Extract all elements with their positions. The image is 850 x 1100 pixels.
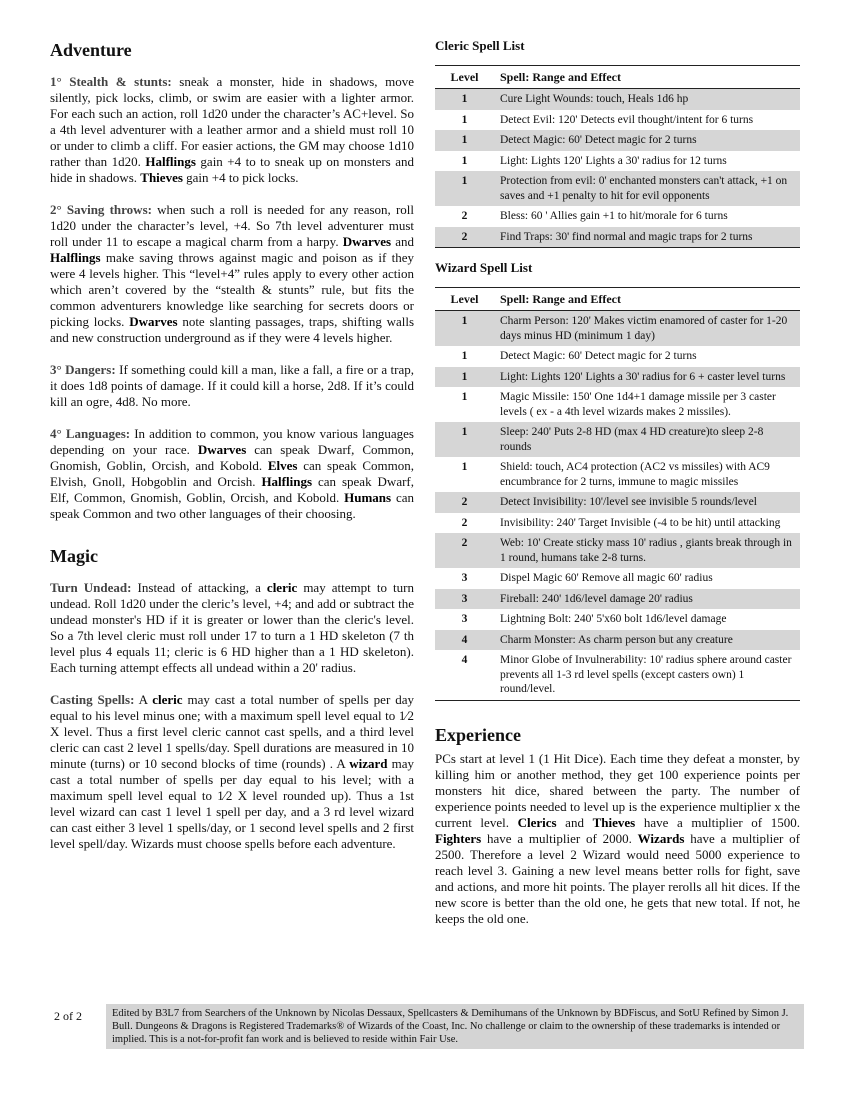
table-row <box>435 227 800 248</box>
table-row <box>435 533 800 568</box>
right-column <box>435 38 800 927</box>
spell-level-cell: 1 <box>461 113 468 126</box>
stealth-paragraph <box>50 74 414 186</box>
spell-level-cell: 1 <box>461 461 468 473</box>
casting-bold-cleric: cleric <box>152 692 183 707</box>
experience-text-4: have a multiplier of 2000. <box>481 830 638 846</box>
saving-text-3: make saving throws against magic and poison as if they were 4 levels higher. This “level+4” rules apply to every other action which aren’t covered by the “stealth & stunts” rule, but fits the common adventurers knowledge like searching for secrets doors or picking locks. <box>50 250 414 329</box>
spell-level-cell: 4 <box>435 650 494 700</box>
cleric-table-body <box>435 89 800 248</box>
spell-level-cell: 1 <box>435 171 494 206</box>
spell-level-cell: 1 <box>435 130 494 151</box>
spell-description-cell: Light: Lights 120' Lights a 30' radius for 12 turns <box>500 154 727 167</box>
table-row <box>435 110 800 131</box>
turn-undead-paragraph <box>50 580 414 676</box>
casting-text-2: may cast a total number of spells per day equal to his level minus one; with a maximum spell level equal to 1⁄2 X level. Thus a first level cleric cannot cast spells, and a third level cleric can cast 2 level 1 spells/day. Spell durations are measured in 10 minute (turns) or 10 second blocks of time (rounds) . A <box>50 692 414 771</box>
column-header-level: Level <box>435 288 494 311</box>
spell-description-cell: Detect Magic: 60' Detect magic for 2 turns <box>500 350 697 362</box>
languages-bold-humans: Humans <box>344 490 392 505</box>
table-row <box>435 206 800 227</box>
stealth-bold-halflings: Halflings <box>145 154 196 169</box>
left-column <box>50 38 414 868</box>
spell-description-cell: Web: 10' Create sticky mass 10' radius , giants break through in 1 round, humans take 2-8 turns. <box>494 533 800 568</box>
spell-level-cell: 2 <box>435 227 494 248</box>
saving-text-4: note slanting passages, traps, shifting walls and new construction underground as if they were 4 levels higher. <box>50 314 415 345</box>
table-row <box>435 650 800 700</box>
column-header-spell: Spell: Range and Effect <box>494 288 800 311</box>
experience-text-2: and <box>556 814 593 830</box>
saving-throws-paragraph <box>50 202 414 346</box>
stealth-bold-thieves: Thieves <box>140 170 183 185</box>
languages-lead: 4° Languages: <box>50 426 131 441</box>
experience-bold-thieves: Thieves <box>592 814 636 830</box>
wizard-table-body <box>435 311 800 701</box>
spell-level-cell: 1 <box>435 367 494 388</box>
languages-text: In addition to common, you know various languages depending on your race. <box>50 426 414 457</box>
experience-text-5: have a multiplier of 2500. Therefore a level 2 Wizard would need 5000 experience to reach level 3. Gaining a new level means better rolls for fight, save and actions, and more hit points. The player rerolls all hit dices. If the new score is better than the old one, he gets that new total. If not, he keeps the old one. <box>435 830 800 926</box>
table-row <box>435 171 800 206</box>
dangers-paragraph <box>50 362 414 410</box>
table-row <box>435 630 800 651</box>
spell-description-cell: Detect Invisibility: 10'/level see invisible 5 rounds/level <box>494 492 800 513</box>
turn-undead-text: Instead of attacking, a <box>131 580 267 595</box>
table-row <box>435 568 800 589</box>
casting-text-3: may cast a total number of spells per day equal to his level; with a maximum spell level equal to 1⁄2 X level rounded up). Thus a 1st level wizard can cast 1 level 1 spell per day, and a 3 rd level wizard can cast either 3 level 1 spells/day, or 1 second level spells and 2 first level spell/day. Wizards must choose spells before each adventure. <box>50 756 414 851</box>
footer-credits: Edited by B3L7 from Searchers of the Unknown by Nicolas Dessaux, Spellcasters & Demihumans of the Unknown by BDFiscus, and SotU Refined by Simon J. Bull. Dungeons & Dragons is Registered Trademarks® of Wizards of the Coast, Inc. No challenge or claim to the ownership of these trademarks is intended or implied. This is a not-for-profit fan work and is believed to reside within Fair Use. <box>106 1004 804 1049</box>
experience-bold-wizards: Wizards <box>637 830 685 846</box>
magic-heading: Magic <box>50 546 98 566</box>
spell-level-cell: 1 <box>461 391 468 403</box>
experience-text: PCs start at level 1 (1 Hit Dice). Each time they defeat a monster, by killing him or another method, they get 100 experience points per monsters hit dice, shared between the party. The number of experience points needed to level up is the experience multiplier x the current level. <box>435 750 800 830</box>
table-row <box>435 311 800 347</box>
dangers-lead: 3° Dangers: <box>50 362 116 377</box>
dangers-text: If something could kill a man, like a fall, a fire or a trap, it does 1d8 points of damage. If it could kill a horse, 2d8. If it’s could kill an ogre, 4d8. No more. <box>50 362 414 409</box>
saving-bold-halflings: Halflings <box>50 250 101 265</box>
spell-description-cell: Minor Globe of Invulnerability: 10' radius sphere around caster prevents all 1-3 rd level spells (except casters own) 1 round/level. <box>494 650 800 700</box>
table-row <box>435 89 800 110</box>
spell-description-cell: Fireball: 240' 1d6/level damage 20' radius <box>494 589 800 610</box>
spell-level-cell: 2 <box>435 533 494 568</box>
spell-description-cell: Bless: 60 ' Allies gain +1 to hit/morale for 6 turns <box>500 210 728 222</box>
spell-level-cell: 1 <box>435 422 494 457</box>
spell-description-cell: Invisibility: 240' Target Invisible (-4 to be hit) until attacking <box>500 516 781 529</box>
cleric-spell-table <box>435 65 800 248</box>
column-header-spell: Spell: Range and Effect <box>494 66 800 89</box>
table-row <box>435 346 800 367</box>
experience-heading: Experience <box>435 724 521 745</box>
turn-undead-lead: Turn Undead: <box>50 580 132 595</box>
column-header-level: Level <box>435 66 494 89</box>
table-row <box>435 387 800 422</box>
spell-level-cell: 2 <box>461 210 468 222</box>
turn-undead-text-2: may attempt to turn undead. Roll 1d20 under the cleric’s level, +4; and add or subtract the undead monster's HD if it is greater or lower than the cleric's level. So a 7th level cleric must roll under 17 to turn a 1 HD skeleton (7 th level plus 4 equals 11; cleric is 6 HD higher than a 1 HD skeleton). Each turning attempt effects all undead within a 20' radius. <box>50 580 414 675</box>
wizard-spell-list-title: Wizard Spell List <box>435 260 533 275</box>
casting-lead: Casting Spells: <box>50 692 135 707</box>
casting-text: A <box>134 692 153 707</box>
experience-text-3: have a multiplier of 1500. <box>635 814 800 830</box>
cleric-spell-list-title: Cleric Spell List <box>435 38 525 53</box>
table-row <box>435 589 800 610</box>
table-row <box>435 130 800 151</box>
languages-bold-dwarves: Dwarves <box>197 442 247 457</box>
spell-description-cell: Charm Person: 120' Makes victim enamored of caster for 1-20 days minus HD (minimum 1 day) <box>494 311 800 347</box>
spell-description-cell: Charm Monster: As charm person but any creature <box>494 630 800 651</box>
experience-paragraph <box>435 751 800 927</box>
saving-text-2: and <box>391 234 414 249</box>
table-row <box>435 492 800 513</box>
table-row <box>435 422 800 457</box>
languages-bold-halflings: Halflings <box>261 474 313 489</box>
saving-lead: 2° Saving throws: <box>50 202 152 217</box>
spell-description-cell: Sleep: 240' Puts 2-8 HD (max 4 HD creature)to sleep 2-8 rounds <box>494 422 800 457</box>
turn-undead-bold-cleric: cleric <box>266 580 298 595</box>
spell-description-cell: Detect Evil: 120' Detects evil thought/intent for 6 turns <box>500 113 754 126</box>
wizard-spell-table <box>435 287 800 701</box>
spell-description-cell: Magic Missile: 150' One 1d4+1 damage missile per 3 caster levels ( ex - a 4th level wizards makes 2 missiles). <box>500 391 776 418</box>
spell-level-cell: 1 <box>461 350 468 362</box>
stealth-text-2: gain +4 to to sneak up on monsters and hide in shadows. <box>50 154 414 185</box>
page-number: 2 of 2 <box>54 1009 82 1023</box>
spell-level-cell: 3 <box>461 613 468 625</box>
table-row <box>435 367 800 388</box>
languages-text-5: can speak Common and two other languages of their choosing. <box>50 490 414 521</box>
languages-text-4: can speak Dwarf, Elf, Common, Gnomish, Goblin, Orcish, and Kobold. <box>50 474 414 505</box>
spell-level-cell: 1 <box>461 154 468 167</box>
casting-bold-wizard: wizard <box>349 756 388 771</box>
stealth-lead: 1° Stealth & stunts: <box>50 74 172 89</box>
spell-description-cell: Cure Light Wounds: touch, Heals 1d6 hp <box>494 89 800 110</box>
casting-spells-paragraph <box>50 692 414 852</box>
spell-description-cell: Light: Lights 120' Lights a 30' radius for 6 + caster level turns <box>494 367 800 388</box>
spell-level-cell: 2 <box>461 516 468 529</box>
spell-description-cell: Find Traps: 30' find normal and magic traps for 2 turns <box>494 227 800 248</box>
table-row <box>435 609 800 630</box>
spell-description-cell: Detect Magic: 60' Detect magic for 2 turns <box>494 130 800 151</box>
table-row <box>435 457 800 492</box>
spell-description-cell: Dispel Magic 60' Remove all magic 60' radius <box>500 572 713 584</box>
table-header-row <box>435 66 800 89</box>
spell-level-cell: 1 <box>435 311 494 347</box>
adventure-heading: Adventure <box>50 40 132 60</box>
languages-text-3: can speak Common, Elvish, Gnoll, Hobgoblin and Orcish. <box>50 458 414 489</box>
spell-level-cell: 2 <box>435 492 494 513</box>
languages-bold-elves: Elves <box>267 458 298 473</box>
spell-level-cell: 1 <box>435 89 494 110</box>
experience-bold-fighters: Fighters <box>435 830 482 846</box>
experience-bold-clerics: Clerics <box>517 814 557 830</box>
spell-level-cell: 4 <box>435 630 494 651</box>
stealth-text-3: gain +4 to pick locks. <box>182 170 299 185</box>
languages-text-2: can speak Dwarf, Common, Gnomish, Goblin, Orcish, and Kobold. <box>50 442 414 473</box>
table-row <box>435 513 800 534</box>
spell-level-cell: 3 <box>435 589 494 610</box>
table-row <box>435 151 800 172</box>
saving-bold-dwarves-2: Dwarves <box>129 314 178 329</box>
saving-text: when such a roll is needed for any reason, roll 1d20 under the character’s level, +4. So 7th level adventurer must roll under 11 to escape a magical charm from a harpy. <box>50 202 414 249</box>
spell-description-cell: Lightning Bolt: 240' 5'x60 bolt 1d6/level damage <box>500 613 727 625</box>
stealth-text: sneak a monster, hide in shadows, move silently, pick locks, climb, or swim are easier with a lighter armor. For each such an action, roll 1d20 under the character’s AC+level. So a 4th level adventurer with a leather armor and a shield must roll 10 or under to climb a cliff. For easier actions, the GM may choose 1d10 rather than 1d20. <box>50 74 414 169</box>
languages-paragraph <box>50 426 414 522</box>
saving-bold-dwarves: Dwarves <box>342 234 392 249</box>
spell-description-cell: Shield: touch, AC4 protection (AC2 vs missiles) with AC9 encumbrance for 2 turns, immune to magic missiles <box>500 461 770 488</box>
spell-level-cell: 3 <box>461 572 468 584</box>
table-header-row <box>435 288 800 311</box>
spell-description-cell: Protection from evil: 0' enchanted monsters can't attack, +1 on saves and +1 penalty to hit for evil opponents <box>494 171 800 206</box>
